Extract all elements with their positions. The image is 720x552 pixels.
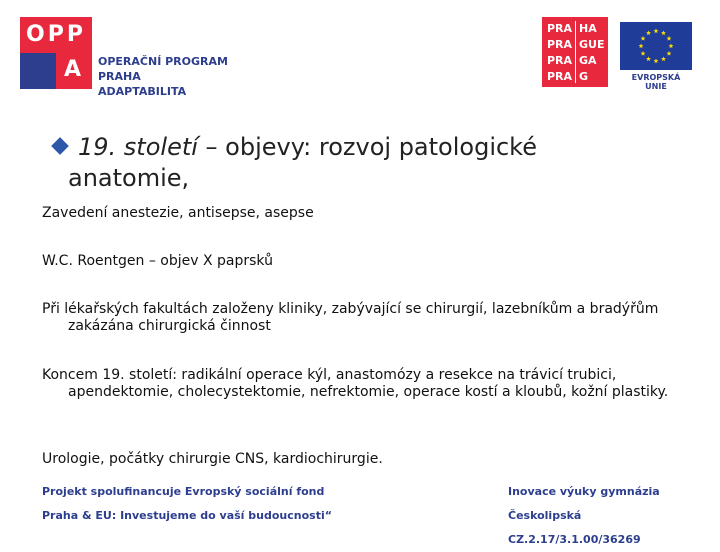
paragraph-3-text: Při lékařských fakultách založeny kliniky, zabývající se chirurgií, lazebníkům a bradýřům	[42, 301, 659, 317]
slide-heading	[42, 132, 662, 194]
paragraph-5-text: Urologie, počátky chirurgie CNS, kardiochirurgie.	[42, 451, 383, 467]
paragraph-4-text: Koncem 19. století: radikální operace kýl, anastomózy a resekce na trávicí trubici,	[42, 367, 617, 383]
oppa-logo-letters	[20, 17, 92, 89]
praha-row1-left: PRA	[547, 22, 573, 35]
footer-right	[508, 480, 720, 552]
heading-italic-part: 19. století	[78, 133, 198, 161]
paragraph-1-text: Zavedení anestezie, antisepse, asepse	[42, 205, 314, 221]
praha-logo	[542, 17, 608, 87]
footer-left-line2: Praha & EU: Investujeme do vaší budoucnosti“	[42, 509, 332, 522]
footer-left-line1: Projekt spolufinancuje Evropský sociální fond	[42, 485, 325, 498]
heading-rest-line1: – objevy: rozvoj patologické	[197, 133, 537, 161]
eu-star-icon	[661, 56, 666, 61]
eu-stars-icon	[620, 22, 692, 70]
praha-row3-left: PRA	[547, 54, 573, 67]
praha-row1-right: HA	[579, 22, 597, 35]
paragraph-5	[42, 451, 692, 468]
paragraph-2	[42, 253, 692, 270]
eu-logo-label: EVROPSKÁ UNIE	[631, 73, 681, 91]
eu-star-icon	[646, 30, 651, 35]
praha-row3-right: GA	[579, 54, 597, 67]
eu-star-icon	[654, 58, 659, 63]
eu-star-icon	[639, 43, 644, 48]
oppa-letter-bottom: A	[64, 57, 82, 82]
paragraph-4	[42, 367, 692, 401]
footer-right-line2: CZ.2.17/3.1.00/36269	[508, 533, 641, 546]
eu-star-icon	[669, 43, 674, 48]
oppa-text-line1: OPERAČNÍ PROGRAM PRAHA	[98, 55, 228, 83]
oppa-logo-text	[98, 54, 260, 99]
paragraph-3-continuation: zakázána chirurgická činnost	[68, 318, 271, 334]
footer-right-line1: Inovace výuky gymnázia Českolipská	[508, 485, 660, 522]
paragraph-4-continuation: apendektomie, cholecystektomie, nefrektomie, operace kostí a kloubů, kožní plastiky.	[68, 384, 669, 400]
oppa-logo	[20, 17, 260, 98]
eu-star-icon	[667, 51, 672, 56]
eu-star-icon	[654, 28, 659, 33]
praha-row2-right: GUE	[579, 38, 605, 51]
praha-row2-left: PRA	[547, 38, 573, 51]
diamond-bullet-icon	[51, 137, 69, 155]
eu-logo	[620, 22, 692, 91]
eu-star-icon	[646, 56, 651, 61]
oppa-letters-top: OPP	[26, 22, 86, 47]
eu-star-icon	[641, 36, 646, 41]
paragraph-2-text: W.C. Roentgen – objev X paprsků	[42, 253, 273, 269]
footer-left	[42, 480, 332, 528]
praha-row4-left: PRA	[547, 70, 573, 83]
heading-line2: anatomie,	[68, 164, 190, 192]
eu-flag	[620, 22, 692, 70]
oppa-text-line2: ADAPTABILITA	[98, 85, 187, 98]
eu-star-icon	[641, 51, 646, 56]
paragraph-1	[42, 205, 692, 222]
eu-star-icon	[661, 30, 666, 35]
praha-row4-right: G	[579, 70, 589, 83]
praha-logo-divider	[575, 21, 576, 83]
paragraph-3	[42, 301, 692, 335]
eu-star-icon	[667, 36, 672, 41]
